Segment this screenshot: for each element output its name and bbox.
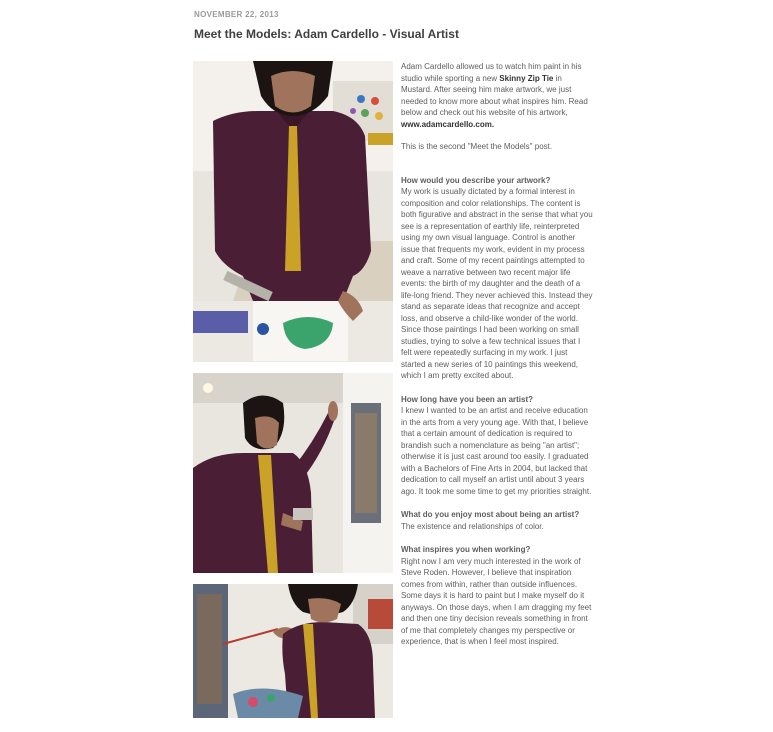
question-1: How would you describe your artwork? (401, 175, 551, 185)
question-3: What do you enjoy most about being an artist? (401, 510, 580, 519)
product-link[interactable]: Skinny Zip Tie (499, 73, 554, 83)
answer-2: I knew I wanted to be an artist and receive education in the arts from a very young age. With that, I believe that a certain amount of dedication is required to brandish such a nomenclature as being "an artist"; otherwise it is just cast around too easily. I graduated with a Bachelors of Fine Arts in 2004, but lacked that dedication to call myself an artist until about 3 years ago. It took me some time to get my priorities straight. (401, 406, 592, 496)
post-date: NOVEMBER 22, 2013 (194, 10, 279, 19)
photo-artist-touching-canvas (193, 373, 393, 573)
question-2: How long have you been an artist? (401, 394, 534, 404)
series-note: This is the second "Meet the Models" post. (401, 142, 553, 151)
photo-artist-painting (193, 584, 393, 718)
post-body (401, 61, 593, 648)
question-4: What inspires you when working? (401, 545, 531, 554)
photo-artist-mixing-paint (193, 61, 393, 362)
answer-3: The existence and relationships of color. (401, 521, 544, 531)
intro-paragraph: Adam Cardello allowed us to watch him paint in his studio while sporting a new Skinny Zip Tie in Mustard. After seeing him make artwork, we just needed to know more about what inspires him. Read below and check out his website of his artwork, www.adamcardello.com. (401, 62, 588, 129)
answer-1: My work is usually dictated by a formal interest in composition and color relationships. The content is both figurative and abstract in the sense that what you see is a representation of earthly life, reinterpreted using my own visual language. Control is another issue that frequents my work, evident in my process and craft. Some of my recent paintings attempted to weave a narrative between two recent major life events: the birth of my daughter and the death of a life-long friend. They never achieved this. Instead they stand as separate ideas that recognize and accept loss, and observe a child-like wonder of the world. Since those paintings I had been working on small studies, trying to solve a few technical issues that I felt were repeatedly surfacing in my work. I just started a new series of 10 paintings this weekend, which I am pretty excited about. (401, 187, 593, 380)
website-link[interactable]: www.adamcardello.com. (401, 119, 495, 129)
post-title[interactable]: Meet the Models: Adam Cardello - Visual Artist (194, 27, 459, 41)
answer-4: Right now I am very much interested in the work of Steve Roden. However, I believe that inspiration comes from within, rather than outside influences. Some days it is hard to paint but I make myself do it anyways. On those days, when I am dragging my feet and then one tiny decision reveals something in front of me that completely changes my perspective or experience, that is when I feel most inspired. (401, 556, 592, 646)
